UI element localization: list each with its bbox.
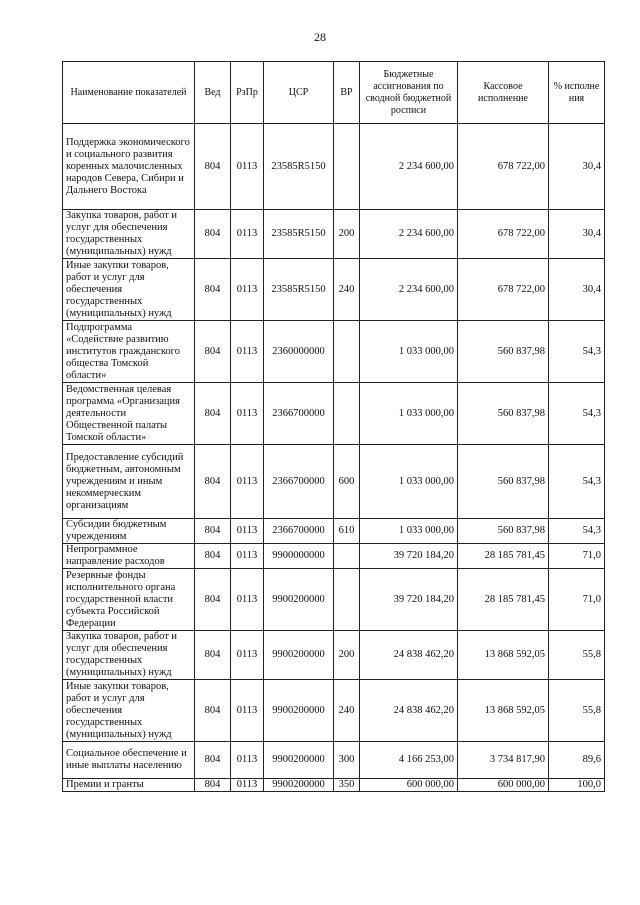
table-row bbox=[63, 259, 605, 321]
cell-name: Подпрограмма «Содействие развитию институтов гражданского общества Томской области» bbox=[63, 321, 195, 383]
cell-csr: 9900200000 bbox=[264, 631, 334, 680]
cell-csr: 9900000000 bbox=[264, 544, 334, 569]
cell-csr: 2366700000 bbox=[264, 445, 334, 519]
table-row bbox=[63, 569, 605, 631]
cell-budget: 24 838 462,20 bbox=[360, 631, 458, 680]
cell-csr: 2366700000 bbox=[264, 519, 334, 544]
table-row bbox=[63, 779, 605, 792]
cell-budget: 2 234 600,00 bbox=[360, 210, 458, 259]
cell-cash: 560 837,98 bbox=[458, 445, 549, 519]
cell-rzpr: 0113 bbox=[231, 259, 264, 321]
table-row bbox=[63, 544, 605, 569]
cell-name: Премии и гранты bbox=[63, 779, 195, 792]
header-rzpr: РзПр bbox=[231, 62, 264, 124]
cell-percent: 54,3 bbox=[549, 445, 605, 519]
table-row bbox=[63, 124, 605, 210]
cell-name: Социальное обеспечение и иные выплаты населению bbox=[63, 742, 195, 779]
cell-percent: 55,8 bbox=[549, 631, 605, 680]
cell-cash: 560 837,98 bbox=[458, 321, 549, 383]
cell-ved: 804 bbox=[195, 569, 231, 631]
page-number: 28 bbox=[314, 30, 326, 44]
cell-ved: 804 bbox=[195, 124, 231, 210]
cell-rzpr: 0113 bbox=[231, 779, 264, 792]
table-row bbox=[63, 631, 605, 680]
cell-percent: 55,8 bbox=[549, 680, 605, 742]
cell-vr bbox=[334, 124, 360, 210]
cell-rzpr: 0113 bbox=[231, 680, 264, 742]
cell-ved: 804 bbox=[195, 321, 231, 383]
cell-rzpr: 0113 bbox=[231, 742, 264, 779]
cell-ved: 804 bbox=[195, 544, 231, 569]
cell-csr: 9900200000 bbox=[264, 680, 334, 742]
cell-vr bbox=[334, 383, 360, 445]
cell-name: Закупка товаров, работ и услуг для обеспечения государственных (муниципальных) нужд bbox=[63, 631, 195, 680]
cell-rzpr: 0113 bbox=[231, 383, 264, 445]
cell-csr: 2366700000 bbox=[264, 383, 334, 445]
cell-ved: 804 bbox=[195, 680, 231, 742]
cell-vr: 200 bbox=[334, 631, 360, 680]
cell-vr bbox=[334, 321, 360, 383]
budget-execution-table bbox=[62, 61, 605, 792]
cell-ved: 804 bbox=[195, 519, 231, 544]
table-row bbox=[63, 210, 605, 259]
cell-name: Субсидии бюджетным учреждениям bbox=[63, 519, 195, 544]
header-cash: Кассовое исполнение bbox=[458, 62, 549, 124]
table-row bbox=[63, 519, 605, 544]
cell-csr: 23585R5150 bbox=[264, 210, 334, 259]
cell-budget: 39 720 184,20 bbox=[360, 569, 458, 631]
cell-name: Поддержка экономического и социального развития коренных малочисленных народов Севера, Сибири и Дальнего Востока bbox=[63, 124, 195, 210]
cell-csr: 2360000000 bbox=[264, 321, 334, 383]
cell-budget: 1 033 000,00 bbox=[360, 445, 458, 519]
cell-name: Непрограммное направление расходов bbox=[63, 544, 195, 569]
cell-name: Иные закупки товаров, работ и услуг для обеспечения государственных (муниципальных) нужд bbox=[63, 680, 195, 742]
cell-rzpr: 0113 bbox=[231, 631, 264, 680]
cell-ved: 804 bbox=[195, 210, 231, 259]
header-csr: ЦСР bbox=[264, 62, 334, 124]
cell-ved: 804 bbox=[195, 742, 231, 779]
cell-vr: 610 bbox=[334, 519, 360, 544]
cell-vr: 350 bbox=[334, 779, 360, 792]
cell-vr: 300 bbox=[334, 742, 360, 779]
cell-rzpr: 0113 bbox=[231, 445, 264, 519]
cell-cash: 560 837,98 bbox=[458, 383, 549, 445]
cell-ved: 804 bbox=[195, 259, 231, 321]
cell-percent: 89,6 bbox=[549, 742, 605, 779]
cell-percent: 100,0 bbox=[549, 779, 605, 792]
header-name: Наименование показателей bbox=[63, 62, 195, 124]
cell-ved: 804 bbox=[195, 445, 231, 519]
header-percent: % исполне ния bbox=[549, 62, 605, 124]
cell-name: Предоставление субсидий бюджетным, автономным учреждениям и иным некоммерческим организациям bbox=[63, 445, 195, 519]
cell-csr: 23585R5150 bbox=[264, 124, 334, 210]
cell-vr: 240 bbox=[334, 680, 360, 742]
cell-cash: 678 722,00 bbox=[458, 259, 549, 321]
cell-percent: 54,3 bbox=[549, 321, 605, 383]
cell-cash: 13 868 592,05 bbox=[458, 631, 549, 680]
cell-cash: 28 185 781,45 bbox=[458, 569, 549, 631]
cell-budget: 24 838 462,20 bbox=[360, 680, 458, 742]
cell-budget: 2 234 600,00 bbox=[360, 259, 458, 321]
cell-percent: 30,4 bbox=[549, 259, 605, 321]
header-budget: Бюджетные ассигнования по сводной бюджетной росписи bbox=[360, 62, 458, 124]
table-row bbox=[63, 742, 605, 779]
cell-name: Резервные фонды исполнительного органа государственной власти субъекта Российской Федерации bbox=[63, 569, 195, 631]
cell-csr: 23585R5150 bbox=[264, 259, 334, 321]
cell-cash: 13 868 592,05 bbox=[458, 680, 549, 742]
cell-ved: 804 bbox=[195, 383, 231, 445]
cell-percent: 30,4 bbox=[549, 124, 605, 210]
cell-cash: 678 722,00 bbox=[458, 124, 549, 210]
cell-vr: 240 bbox=[334, 259, 360, 321]
cell-budget: 600 000,00 bbox=[360, 779, 458, 792]
cell-percent: 54,3 bbox=[549, 519, 605, 544]
cell-budget: 1 033 000,00 bbox=[360, 519, 458, 544]
cell-csr: 9900200000 bbox=[264, 569, 334, 631]
cell-name: Закупка товаров, работ и услуг для обеспечения государственных (муниципальных) нужд bbox=[63, 210, 195, 259]
cell-vr bbox=[334, 569, 360, 631]
cell-budget: 1 033 000,00 bbox=[360, 321, 458, 383]
cell-cash: 678 722,00 bbox=[458, 210, 549, 259]
cell-vr: 600 bbox=[334, 445, 360, 519]
cell-name: Иные закупки товаров, работ и услуг для обеспечения государственных (муниципальных) нужд bbox=[63, 259, 195, 321]
cell-budget: 2 234 600,00 bbox=[360, 124, 458, 210]
cell-percent: 71,0 bbox=[549, 544, 605, 569]
cell-csr: 9900200000 bbox=[264, 742, 334, 779]
table-row bbox=[63, 680, 605, 742]
cell-rzpr: 0113 bbox=[231, 569, 264, 631]
cell-ved: 804 bbox=[195, 631, 231, 680]
table-row bbox=[63, 445, 605, 519]
cell-budget: 1 033 000,00 bbox=[360, 383, 458, 445]
cell-rzpr: 0113 bbox=[231, 544, 264, 569]
table-header-row bbox=[63, 62, 605, 124]
table-row bbox=[63, 321, 605, 383]
cell-cash: 560 837,98 bbox=[458, 519, 549, 544]
cell-rzpr: 0113 bbox=[231, 124, 264, 210]
header-ved: Вед bbox=[195, 62, 231, 124]
table-row bbox=[63, 383, 605, 445]
cell-percent: 54,3 bbox=[549, 383, 605, 445]
cell-vr bbox=[334, 544, 360, 569]
cell-percent: 71,0 bbox=[549, 569, 605, 631]
cell-ved: 804 bbox=[195, 779, 231, 792]
cell-percent: 30,4 bbox=[549, 210, 605, 259]
cell-rzpr: 0113 bbox=[231, 321, 264, 383]
cell-rzpr: 0113 bbox=[231, 210, 264, 259]
cell-vr: 200 bbox=[334, 210, 360, 259]
cell-name: Ведомственная целевая программа «Организация деятельности Общественной палаты Томской области» bbox=[63, 383, 195, 445]
cell-budget: 39 720 184,20 bbox=[360, 544, 458, 569]
cell-cash: 600 000,00 bbox=[458, 779, 549, 792]
cell-budget: 4 166 253,00 bbox=[360, 742, 458, 779]
cell-cash: 28 185 781,45 bbox=[458, 544, 549, 569]
header-vr: ВР bbox=[334, 62, 360, 124]
cell-cash: 3 734 817,90 bbox=[458, 742, 549, 779]
cell-rzpr: 0113 bbox=[231, 519, 264, 544]
cell-csr: 9900200000 bbox=[264, 779, 334, 792]
